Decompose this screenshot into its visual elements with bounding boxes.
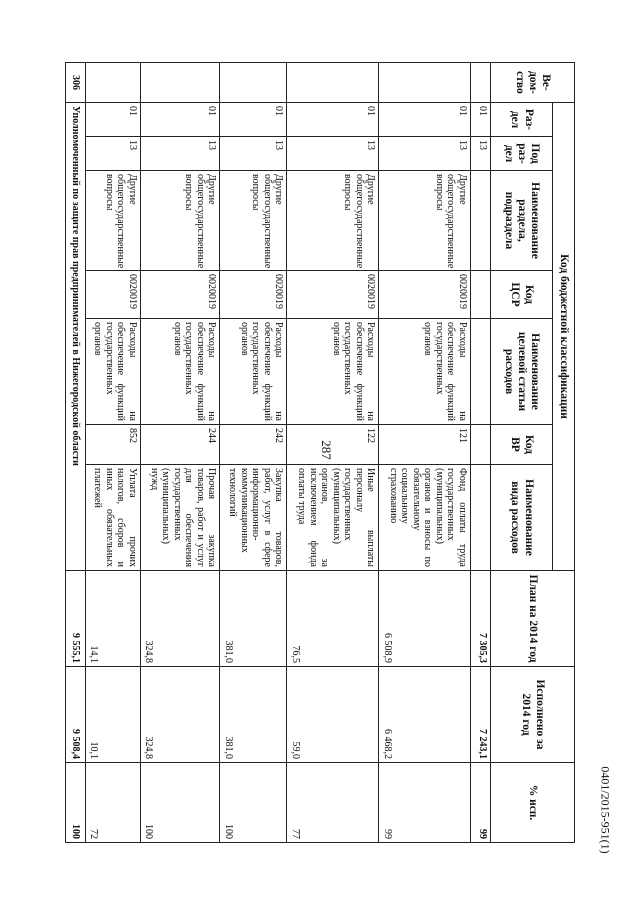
total-row: [66, 63, 86, 843]
cell-razdel: 01: [86, 103, 141, 137]
table-row: [220, 63, 287, 843]
cell-csr-name: Расходы на обеспечение функций государственных органов: [220, 319, 287, 425]
cell-fact: 10,1: [86, 667, 141, 763]
table-row: [379, 63, 471, 843]
table-row: [86, 63, 141, 843]
cell-csr-name: Расходы на обеспечение функций государственных органов: [287, 319, 379, 425]
cell-percent: 100: [220, 763, 287, 843]
total-label: Уполномоченный по защите прав предпринимателей в Нижегородской области: [66, 103, 86, 571]
cell-razdel: 01: [140, 103, 219, 137]
cell-plan: 14,1: [86, 571, 141, 667]
cell-plan: 324,8: [140, 571, 219, 667]
cell-podrazdel: 13: [220, 137, 287, 171]
cell-razdel: 01: [220, 103, 287, 137]
cell-plan: 6 508,9: [379, 571, 471, 667]
document-code: 0401/2015-951(1): [598, 766, 613, 854]
cell-fact: 324,8: [140, 667, 219, 763]
cell-fact: 59,0: [287, 667, 379, 763]
cell-percent: 99: [471, 763, 491, 843]
cell-fact: 381,0: [220, 667, 287, 763]
cell-podrazdel: 13: [287, 137, 379, 171]
total-plan: 9 555,1: [66, 571, 86, 667]
cell-percent: 77: [287, 763, 379, 843]
header-csr-code: Код ЦСР: [491, 271, 553, 319]
header-percent: % исп.: [491, 763, 575, 843]
cell-csr: 0020019: [140, 271, 219, 319]
page-number: 287: [319, 440, 334, 460]
header-plan: План на 2014 год: [491, 571, 575, 667]
cell-csr-name: Расходы на обеспечение функций государственных органов: [140, 319, 219, 425]
cell-csr: 0020019: [86, 271, 141, 319]
table-row: [287, 63, 379, 843]
cell-fact: 6 468,2: [379, 667, 471, 763]
cell-fact: 7 243,1: [471, 667, 491, 763]
cell-percent: 99: [379, 763, 471, 843]
cell-plan: 7 305,3: [471, 571, 491, 667]
header-budget-classification: Код бюджетной классификации: [553, 103, 575, 571]
cell-vedomstvo-code: 306: [66, 63, 86, 103]
subtotal-row: [471, 63, 491, 843]
cell-vr: 244: [140, 425, 219, 465]
header-vedomstvo: Ве-дом-ство: [491, 63, 575, 103]
cell-csr-name: Расходы на обеспечение функций государственных органов: [379, 319, 471, 425]
cell-percent: 100: [140, 763, 219, 843]
cell-vr-name: Уплата прочих налогов, сборов и иных обязательных платежей: [86, 465, 141, 571]
rotated-page: [65, 62, 575, 842]
cell-vr-name: Закупка товаров, работ, услуг в сфере информационно-коммуникационных технологий: [220, 465, 287, 571]
header-vr-name: Наименование вида расходов: [491, 465, 553, 571]
cell-vr-name: Прочая закупка товаров, работ и услуг для обеспечения государственных (муниципальных) нужд: [140, 465, 219, 571]
cell-podrazdel: 13: [86, 137, 141, 171]
cell-percent: 72: [86, 763, 141, 843]
header-fact: Исполнено за 2014 год: [491, 667, 575, 763]
cell-podrazdel: 13: [140, 137, 219, 171]
cell-podrazdel: 13: [471, 137, 491, 171]
cell-vr: 852: [86, 425, 141, 465]
cell-razdel: 01: [287, 103, 379, 137]
header-csr-name: Наименование целевой статьи расходов: [491, 319, 553, 425]
cell-vr-name: Фонд оплаты труда государственных (муниципальных) органов и взносы по обязательному социальному страхованию: [379, 465, 471, 571]
cell-csr-name: Расходы на обеспечение функций государственных органов: [86, 319, 141, 425]
cell-razdel-name: Другие общегосударственные вопросы: [379, 171, 471, 271]
cell-csr: 0020019: [220, 271, 287, 319]
header-razdel: Раз-дел: [491, 103, 553, 137]
cell-razdel-name: Другие общегосударственные вопросы: [86, 171, 141, 271]
header-vr-code: Код ВР: [491, 425, 553, 465]
cell-podrazdel: 13: [379, 137, 471, 171]
total-percent: 100: [66, 763, 86, 843]
cell-razdel-name: Другие общегосударственные вопросы: [287, 171, 379, 271]
cell-vr: 242: [220, 425, 287, 465]
header-razdel-name: Наименование раздела, подраздела: [491, 171, 553, 271]
cell-vr: 121: [379, 425, 471, 465]
cell-vr: 122: [287, 425, 379, 465]
cell-razdel: 01: [471, 103, 491, 137]
header-podrazdel: Под раз-дел: [491, 137, 553, 171]
cell-plan: 381,0: [220, 571, 287, 667]
cell-csr: 0020019: [379, 271, 471, 319]
cell-csr: 0020019: [287, 271, 379, 319]
cell-plan: 76,5: [287, 571, 379, 667]
cell-razdel-name: Другие общегосударственные вопросы: [220, 171, 287, 271]
total-fact: 9 508,4: [66, 667, 86, 763]
cell-razdel: 01: [379, 103, 471, 137]
budget-table: [65, 62, 575, 843]
header-row-1: [553, 63, 575, 843]
cell-razdel-name: Другие общегосударственные вопросы: [140, 171, 219, 271]
cell-vr-name: Иные выплаты персоналу государственных (муниципальных) органов, за исключением фонда оплаты труда: [287, 465, 379, 571]
table-row: [140, 63, 219, 843]
